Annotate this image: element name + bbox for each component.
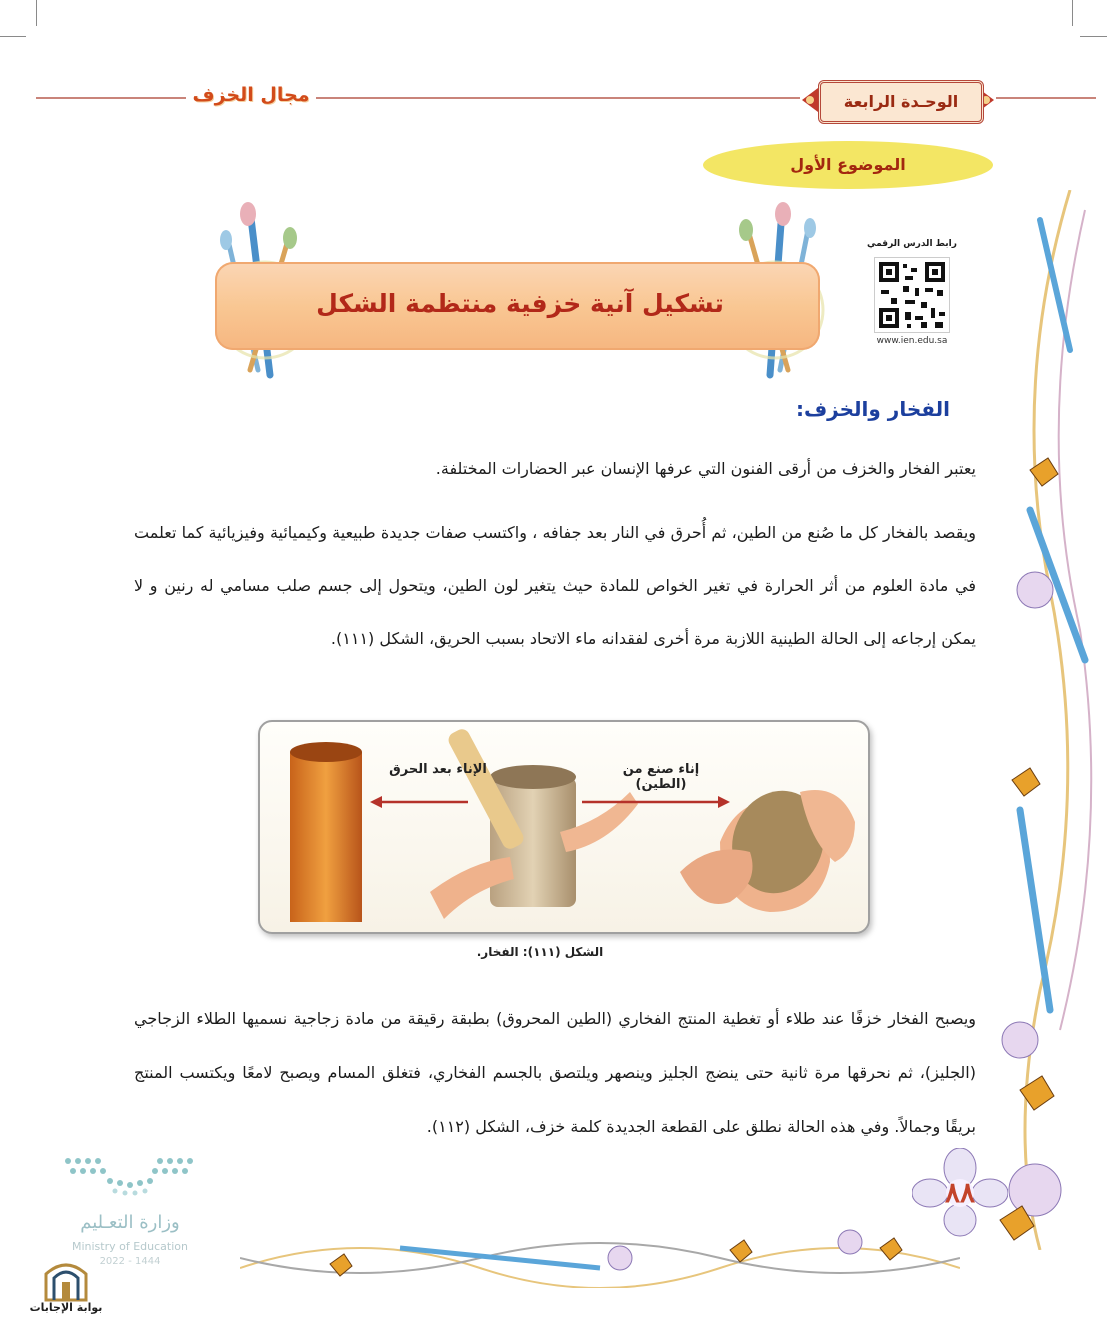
- lesson-title: تشكيل آنية خزفية منتظمة الشكل: [316, 289, 724, 318]
- topic-pill: [703, 141, 993, 189]
- crop-mark: [0, 36, 26, 37]
- paragraph-1: يعتبر الفخار والخزف من أرقى الفنون التي عرفها الإنسان عبر الحضارات المختلفة.: [435, 459, 976, 478]
- bottom-decoration-icon: [240, 1228, 960, 1288]
- figure-label-fired: الإناء بعد الحرق: [389, 762, 487, 777]
- paragraph-2: ويقصد بالفخار كل ما صُنع من الطين، ثم أُحرق في النار بعد جفافه ، واكتسب صفات جديدة طبيعية وكيميائية وفيزيائية كما تعلمت في مادة العلوم من أثر الحرارة في تغير الخواص للمادة حيث يتغير لون الطين، ويتحول إلى جسم صلب مسامي له رنين و لا يمكن إرجاعه إلى الحالة الطينية اللازبة مرة أخرى لفقدانه ماء الاتحاد بسبب الحريق، الشكل (١١١).: [134, 523, 976, 648]
- figure-pottery: [258, 720, 870, 934]
- header-rule-middle: [316, 97, 800, 99]
- answers-gateway-label[interactable]: بوابة الإجابات: [29, 1301, 103, 1314]
- pottery-illustration: [260, 722, 868, 932]
- qr-code-icon: [875, 258, 949, 332]
- header-rule-left: [36, 97, 186, 99]
- ministry-year: 2022 - 1444: [99, 1256, 161, 1267]
- section-title: مجال الخزف: [192, 84, 310, 106]
- figure-label-clay: إناء صنع من (الطين): [622, 762, 700, 792]
- qr-code[interactable]: [874, 257, 950, 333]
- qr-url[interactable]: www.ien.edu.sa: [876, 336, 948, 346]
- ministry-name-english: Ministry of Education: [71, 1240, 188, 1253]
- paragraph-3: ويصبح الفخار خزفًا عند طلاء أو تغطية المنتج الفخاري (الطين المحروق) بطبقة رقيقة من مادة زجاجية نسميها الطلاء الزجاجي (الجليز)، ثم نحرقها مرة ثانية حتى ينضج الجليز وينصهر ويلتصق بالجسم الفخاري، فتغلق المسام ويصبح لامعًا ويكتسب المنتج بريقًا وجمالاً. وفي هذه الحالة نطلق على القطعة الجديدة كلمة خزف، الشكل (١١٢).: [134, 1009, 976, 1136]
- crop-mark: [36, 0, 37, 26]
- crop-mark: [1072, 0, 1073, 26]
- unit-badge: [800, 76, 996, 124]
- page-number: ٨٨: [944, 1176, 976, 1209]
- crop-mark: [1080, 36, 1107, 37]
- decorative-border-icon: [990, 190, 1107, 1250]
- content-heading: الفخار والخزف:: [795, 397, 950, 421]
- topic-label: الموضوع الأول: [790, 155, 906, 174]
- answers-gateway-icon: [42, 1256, 90, 1302]
- figure-caption: الشكل (١١١): الفخار.: [476, 945, 604, 959]
- header-rule-right: [996, 97, 1096, 99]
- unit-label: الوحـدة الرابعة: [843, 92, 959, 111]
- qr-caption: رابط الدرس الرقمي: [867, 239, 957, 249]
- ministry-name-arabic: وزارة التعـليم: [80, 1212, 180, 1233]
